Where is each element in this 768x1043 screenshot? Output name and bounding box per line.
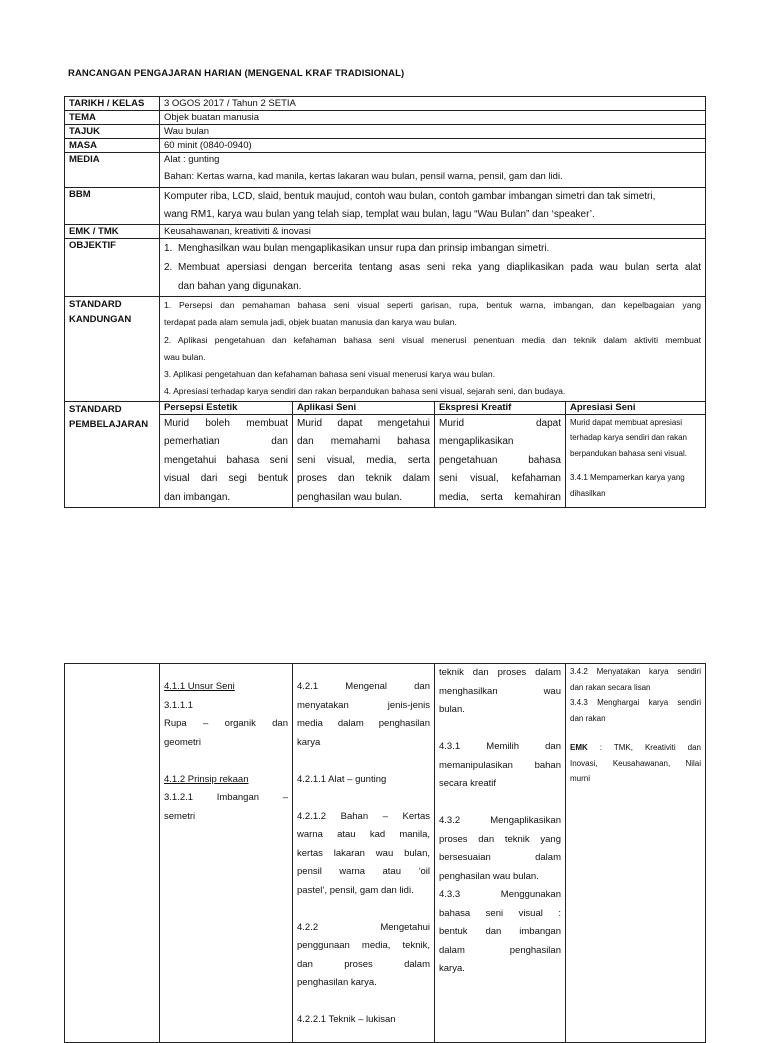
col3-line: secara kreatif: [439, 778, 497, 789]
cont-col3-lines: [439, 664, 561, 979]
row-tema: [65, 111, 706, 125]
cont-col-label: [65, 664, 160, 1043]
col2-line: penggunaan media, teknik,: [297, 940, 430, 951]
objektif-num-2: 2.: [164, 262, 173, 273]
sp-c3-l4: seni visual, kefahaman: [439, 473, 561, 485]
lesson-plan-table: [64, 96, 706, 508]
col2-line: 4.2.2.1 Teknik – lukisan: [297, 1014, 396, 1025]
sk-line-4: wau bulan.: [164, 351, 206, 362]
emk-line-2: Inovasi, Keusahawanan, Nilai: [570, 758, 701, 768]
col2-line: pensil warna atau ‘oil: [297, 866, 430, 877]
sp-c4-l2: terhadap karya sendiri dan rakan: [570, 433, 687, 443]
col2-line: dan proses dalam: [297, 958, 430, 970]
value-bbm: [160, 188, 706, 225]
col1-line: 3.1.1.1: [164, 699, 194, 711]
document-title: RANCANGAN PENGAJARAN HARIAN (MENGENAL KRAF TRADISIONAL): [68, 68, 405, 79]
col2-line: [297, 993, 430, 1012]
col1-line: semetri: [164, 810, 196, 822]
continuation-table: [64, 663, 706, 1043]
objektif-item-1: [164, 239, 701, 258]
col2-line: karya: [297, 736, 321, 748]
row-sp-content: [65, 414, 706, 508]
sk-line-6: 4. Apresiasi terhadap karya sendiri dan rakan berpandukan bahasa seni visual, sejarah seni, dan budaya.: [164, 386, 566, 397]
label-bbm: BBM: [65, 188, 160, 225]
bbm-line-1: Komputer riba, LCD, slaid, bentuk maujud, contoh wau bulan, contoh gambar imbangan simetri dan tak simetri,: [164, 191, 656, 202]
col3-line: proses dan teknik yang: [439, 833, 561, 845]
value-objektif: [160, 239, 706, 297]
col3-line: bahasa seni visual :: [439, 907, 561, 919]
value-masa: 60 minit (0840-0940): [160, 139, 706, 153]
objektif-text-2: [178, 258, 701, 296]
row-bbm: [65, 188, 706, 225]
col4-line: 3.4.3 Menghargai karya sendiri: [570, 698, 701, 707]
col2-line: 4.2.1.1 Alat – gunting: [297, 773, 387, 785]
emk-block: [570, 740, 701, 787]
col1-line: geometri: [164, 736, 201, 748]
sp-c2-l4: proses dan teknik dalam: [297, 473, 430, 485]
emk-line-3: murni: [570, 774, 591, 783]
header-ekspresi-kreatif: Ekspresi Kreatif: [435, 401, 566, 414]
sk-line-1: 1. Persepsi dan pemahaman bahasa seni visual seperti garisan, rupa, bentuk warna, imbangan, dan kepelbagaian yang: [164, 300, 702, 310]
header-apresiasi-seni: Apresiasi Seni: [566, 401, 706, 414]
row-emk: [65, 225, 706, 239]
sp-c1-l5: dan imbangan.: [164, 491, 231, 503]
label-sk-line-1: STANDARD: [69, 299, 122, 310]
objektif-text-1: Menghasilkan wau bulan mengaplikasikan unsur rupa dan prinsip imbangan simetri.: [178, 243, 550, 254]
sp-c3-l2: mengaplikasikan: [439, 436, 514, 448]
emk-line-1: [570, 740, 701, 756]
sp-c4-l4: 3.4.1 Mempamerkan karya yang: [570, 473, 685, 483]
col1-line: [164, 752, 288, 771]
col2-line: 4.2.2 Mengetahui: [297, 921, 430, 933]
col2-line: warna atau kad manila,: [297, 829, 430, 840]
col2-line: 4.2.1.2 Bahan – Kertas: [297, 810, 430, 822]
sp-col-aplikasi: [293, 414, 435, 508]
value-tema: Objek buatan manusia: [160, 111, 706, 125]
value-tajuk: Wau bulan: [160, 125, 706, 139]
cont-col4-spacer: [570, 726, 701, 740]
bbm-line-2: wang RM1, karya wau bulan yang telah siap, templat wau bulan, lagu “Wau Bulan” dan ‘speaker’.: [164, 209, 595, 220]
cont-col-aplikasi: [293, 664, 435, 1043]
sp-c4-l3: berpandukan bahasa seni visual.: [570, 448, 687, 458]
label-sk-line-2: KANDUNGAN: [69, 314, 132, 325]
col3-line: teknik dan proses dalam: [439, 667, 561, 678]
col2-line: [297, 900, 430, 919]
sp-c1-l2: pemerhatian dan: [164, 436, 288, 448]
sp-c1-l1: Murid boleh membuat: [164, 417, 288, 429]
col2-line: 4.2.1 Mengenal dan: [297, 681, 430, 692]
sp-col-ekspresi: [435, 414, 566, 508]
sp-col-apresiasi: [566, 414, 706, 508]
col3-line: bulan.: [439, 704, 465, 715]
col3-line: [439, 794, 561, 813]
emk-label: EMK: [570, 743, 588, 752]
cont-col2-lines: [297, 678, 430, 1030]
col3-line: dalam penghasilan: [439, 944, 561, 956]
row-tajuk: [65, 125, 706, 139]
media-line-1: Alat : gunting: [164, 154, 220, 165]
sp-c1-l3: mengetahui bahasa seni: [164, 454, 288, 466]
label-tajuk: TAJUK: [65, 125, 160, 139]
label-sp-line-2: PEMBELAJARAN: [69, 418, 149, 430]
row-standard-pembelajaran: [65, 401, 706, 414]
row-media: [65, 153, 706, 188]
row-objektif: [65, 239, 706, 297]
sp-c3-l5: media, serta kemahiran: [439, 491, 561, 503]
col3-line: menghasilkan wau: [439, 685, 561, 697]
col3-line: [439, 720, 561, 739]
objektif-num-1: 1.: [164, 243, 173, 254]
col3-line: bentuk dan imbangan: [439, 926, 561, 937]
col2-line: [297, 789, 430, 808]
label-objektif: OBJEKTIF: [65, 239, 160, 297]
header-persepsi-estetik: Persepsi Estetik: [160, 401, 293, 414]
value-media: [160, 153, 706, 188]
objektif-text-2-line-2: dan bahan yang digunakan.: [178, 281, 302, 292]
row-tarikh: [65, 97, 706, 111]
objektif-item-2: [164, 258, 701, 296]
emk-text-1: : TMK, Kreativiti dan: [599, 743, 701, 752]
objektif-text-2-line-1: Membuat apersiasi dengan bercerita tentang asas seni reka yang diaplikasikan pada wau bulan serta alat: [178, 262, 702, 273]
value-standard-kandungan: [160, 297, 706, 402]
col3-line: memanipulasikan bahan: [439, 759, 561, 771]
label-sp-line-1: STANDARD: [69, 403, 122, 415]
sp-c1-l4: visual dari segi bentuk: [164, 473, 288, 485]
col3-line: 4.3.1 Memilih dan: [439, 741, 561, 752]
sp-c3-l1: Murid dapat: [439, 417, 561, 429]
col2-line: pastel’, pensil, gam dan lidi.: [297, 884, 414, 896]
col2-line: kertas lakaran wau bulan,: [297, 847, 430, 859]
sk-line-2: terdapat pada alam semula jadi, objek buatan manusia dan karya wau bulan.: [164, 317, 457, 328]
row-standard-kandungan: [65, 297, 706, 402]
label-standard-pembelajaran: [65, 401, 160, 508]
col2-line: [297, 752, 430, 771]
cont-col-persepsi: [160, 664, 293, 1043]
cont-col1-lines: [164, 678, 288, 826]
col1-line: 4.1.2 Prinsip rekaan: [164, 773, 249, 785]
value-tarikh: 3 OGOS 2017 / Tahun 2 SETIA: [160, 97, 706, 111]
sp-c4-l1: Murid dapat membuat apresiasi: [570, 417, 683, 427]
col2-line: media dalam penghasilan: [297, 718, 430, 729]
sp-c4-l5: dihasilkan: [570, 488, 606, 498]
col3-line: penghasilan wau bulan.: [439, 870, 539, 882]
col1-line: 3.1.2.1 Imbangan –: [164, 792, 288, 803]
sp-c3-l3: pengetahuan bahasa: [439, 454, 561, 466]
col1-line: Rupa – organik dan: [164, 718, 288, 729]
label-tema: TEMA: [65, 111, 160, 125]
col3-line: 4.3.2 Mengaplikasikan: [439, 815, 561, 826]
label-tarikh: TARIKH / KELAS: [65, 97, 160, 111]
row-masa: [65, 139, 706, 153]
label-emk: EMK / TMK: [65, 225, 160, 239]
sp-c4-spacer: [570, 461, 701, 470]
header-aplikasi-seni: Aplikasi Seni: [293, 401, 435, 414]
sp-c2-l5: penghasilan wau bulan.: [297, 491, 403, 503]
col1-line: 4.1.1 Unsur Seni: [164, 681, 235, 692]
cont-col-ekspresi: [435, 664, 566, 1043]
sk-line-5: 3. Aplikasi pengetahuan dan kefahaman bahasa seni visual menerusi karya wau bulan.: [164, 369, 496, 380]
cont-col4-lines: [570, 664, 701, 726]
label-masa: MASA: [65, 139, 160, 153]
col3-line: 4.3.3 Menggunakan: [439, 889, 561, 900]
label-standard-kandungan: [65, 297, 160, 402]
continuation-row: [65, 664, 706, 1043]
sk-line-3: 2. Aplikasi pengetahuan dan kefahaman bahasa seni visual menerusi penentuan media dan teknik dalam aktiviti membuat: [164, 334, 702, 345]
col2-line: menyatakan jenis-jenis: [297, 699, 430, 711]
col3-line: bersesuaian dalam: [439, 852, 561, 863]
cont-col-apresiasi: [566, 664, 706, 1043]
value-emk: Keusahawanan, kreativiti & inovasi: [160, 225, 706, 239]
col2-line: penghasilan karya.: [297, 977, 377, 988]
sp-col-persepsi: [160, 414, 293, 508]
col3-line: karya.: [439, 963, 465, 974]
sp-c2-l2: dan memahami bahasa: [297, 436, 430, 448]
col4-line: dan rakan: [570, 713, 606, 723]
label-media: MEDIA: [65, 153, 160, 188]
sp-c2-l3: seni visual, media, serta: [297, 454, 430, 466]
col4-line: dan rakan secara lisan: [570, 682, 651, 692]
col4-line: 3.4.2 Menyatakan karya sendiri: [570, 667, 701, 676]
media-line-2: Bahan: Kertas warna, kad manila, kertas lakaran wau bulan, pensil warna, pensil, gam dan lidi.: [164, 171, 563, 182]
sp-c2-l1: Murid dapat mengetahui: [297, 417, 430, 429]
